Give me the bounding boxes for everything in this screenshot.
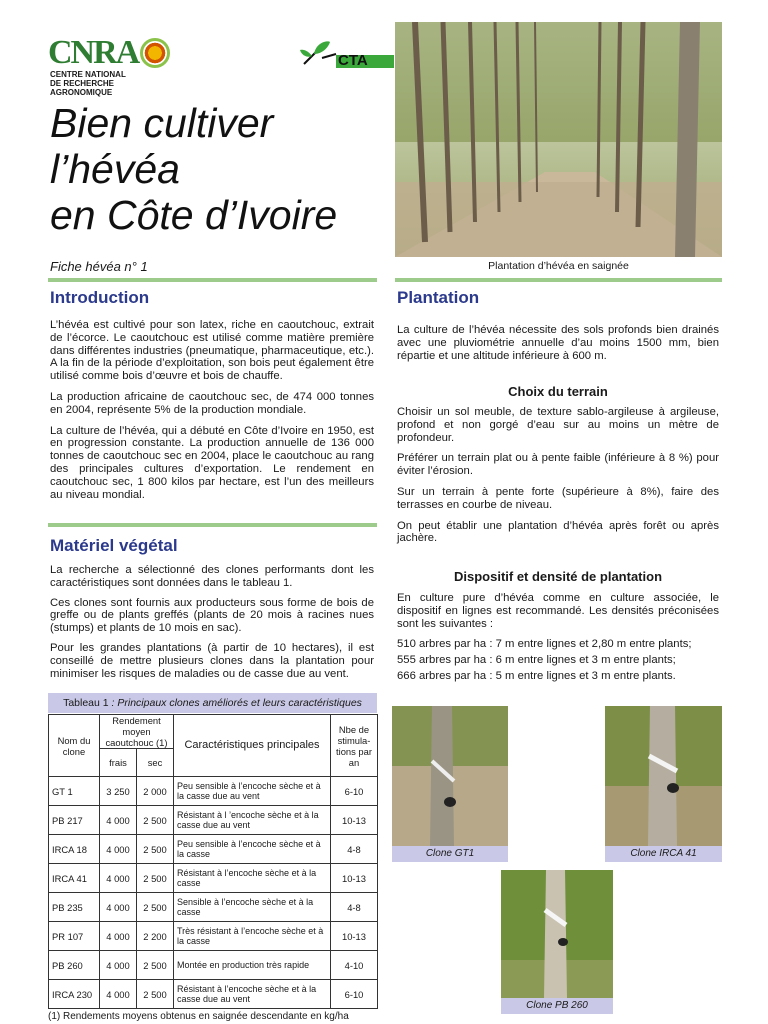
divider-intro bbox=[48, 278, 377, 282]
cell-stimulations: 6-10 bbox=[331, 980, 378, 1009]
densite-item-1: 510 arbres par ha : 7 m entre lignes et 2,80 m entre plants; bbox=[397, 638, 692, 650]
materiel-paragraph-3: Pour les grandes plantations (à partir de 10 hectares), il est conseillé de mettre plusieurs clones dans la plantation pour minimiser les risques de maladies ou de casse due au vent. bbox=[50, 641, 374, 680]
plantation-heading: Plantation bbox=[397, 288, 480, 307]
cell-clone-name: IRCA 18 bbox=[49, 835, 100, 864]
choix-paragraph-2: Préférer un terrain plat ou à pente faible (inférieure à 8 %) pour éviter l’érosion. bbox=[397, 452, 719, 478]
cell-sec: 2 500 bbox=[137, 980, 174, 1009]
densite-item-2: 555 arbres par ha : 6 m entre lignes et 3 m entre plants; bbox=[397, 654, 676, 666]
table-row bbox=[49, 893, 378, 922]
fiche-number: Fiche hévéa n° 1 bbox=[50, 259, 148, 274]
cell-caracteristiques: Sensible à l’encoche sèche et à la casse bbox=[174, 893, 331, 922]
cell-stimulations: 10-13 bbox=[331, 922, 378, 951]
materiel-heading: Matériel végétal bbox=[50, 536, 178, 555]
document-title bbox=[50, 100, 380, 238]
cell-sec: 2 000 bbox=[137, 777, 174, 806]
clone-caption-gt1: Clone GT1 bbox=[392, 846, 508, 862]
cell-sec: 2 200 bbox=[137, 922, 174, 951]
densite-item-3: 666 arbres par ha : 5 m entre lignes et 3 m entre plants. bbox=[397, 670, 676, 682]
cell-sec: 2 500 bbox=[137, 893, 174, 922]
cell-clone-name: PB 260 bbox=[49, 951, 100, 980]
table-caption-title: : Principaux clones améliorés et leurs caractéristiques bbox=[111, 697, 362, 709]
materiel-paragraph-1: La recherche a sélectionné des clones performants dont les caractéristiques sont données dans le tableau 1. bbox=[50, 564, 374, 589]
divider-plantation bbox=[395, 278, 722, 282]
cta-logo bbox=[300, 38, 394, 70]
clones-table bbox=[48, 714, 378, 1009]
introduction-heading: Introduction bbox=[50, 288, 150, 307]
densites-list bbox=[397, 636, 719, 684]
introduction-paragraph-2: La production africaine de caoutchouc sec, de 474 000 tonnes en 2004, représente 5% de la production mondiale. bbox=[50, 390, 374, 416]
cell-caracteristiques: Montée en production très rapide bbox=[174, 951, 331, 980]
cell-frais: 4 000 bbox=[100, 980, 137, 1009]
clone-caption-irca41: Clone IRCA 41 bbox=[605, 846, 722, 862]
cnra-sun-icon bbox=[140, 38, 170, 68]
cell-frais: 3 250 bbox=[100, 777, 137, 806]
cell-frais: 4 000 bbox=[100, 835, 137, 864]
header-stimulations: Nbe de stimula-tions par an bbox=[331, 715, 378, 777]
table-footnote: (1) Rendements moyens obtenus en saignée descendante en kg/ha bbox=[48, 1011, 349, 1022]
dispositif-heading: Dispositif et densité de plantation bbox=[453, 569, 663, 584]
cell-sec: 2 500 bbox=[137, 806, 174, 835]
cell-clone-name: IRCA 230 bbox=[49, 980, 100, 1009]
dispositif-intro: En culture pure d’hévéa comme en culture associée, le dispositif en lignes est recommandé. Les densités préconisées sont les suivantes : bbox=[397, 592, 719, 630]
cell-frais: 4 000 bbox=[100, 893, 137, 922]
cnra-subtitle-1: CENTRE NATIONAL bbox=[50, 70, 126, 79]
materiel-body bbox=[50, 564, 374, 680]
plantation-photo bbox=[395, 22, 722, 257]
cell-stimulations: 6-10 bbox=[331, 777, 378, 806]
choix-paragraph-4: On peut établir une plantation d’hévéa après forêt ou après jachère. bbox=[397, 519, 719, 545]
table-row bbox=[49, 806, 378, 835]
cell-stimulations: 4-10 bbox=[331, 951, 378, 980]
table-caption bbox=[48, 693, 377, 713]
cell-sec: 2 500 bbox=[137, 951, 174, 980]
cell-caracteristiques: Résistant à l ’encoche sèche et à la casse due au vent bbox=[174, 806, 331, 835]
table-caption-prefix: Tableau 1 bbox=[63, 697, 112, 709]
cnra-subtitle-2: DE RECHERCHE AGRONOMIQUE bbox=[50, 79, 115, 97]
table-row bbox=[49, 922, 378, 951]
table-row bbox=[49, 835, 378, 864]
cell-clone-name: IRCA 41 bbox=[49, 864, 100, 893]
choix-paragraph-1: Choisir un sol meuble, de texture sablo-argileuse à argileuse, profond et non gorgé d’eau sur au moins un mètre de profondeur. bbox=[397, 406, 719, 444]
choix-body bbox=[397, 406, 719, 545]
divider-materiel bbox=[48, 523, 377, 527]
table-row bbox=[49, 980, 378, 1009]
header-rendement: Rendement moyen caoutchouc (1) bbox=[100, 715, 174, 749]
cell-caracteristiques: Résistant à l’encoche sèche et à la casse bbox=[174, 864, 331, 893]
table-row bbox=[49, 951, 378, 980]
plantation-photo-caption: Plantation d’hévéa en saignée bbox=[488, 260, 629, 272]
introduction-paragraph-1: L’hévéa est cultivé pour son latex, riche en caoutchouc, extrait de l’écorce. Le caoutchouc est utilisé comme matière première dans différentes industries (pneumatique, pharmaceutique, etc.). A la fin de la période d’exploitation, son bois peut également être utilisé comme bois d’œuvre et bois de chauffe. bbox=[50, 319, 374, 383]
title-line-3: en Côte d’Ivoire bbox=[50, 192, 338, 238]
cell-clone-name: PR 107 bbox=[49, 922, 100, 951]
cell-sec: 2 500 bbox=[137, 835, 174, 864]
clone-photo-pb260 bbox=[501, 870, 613, 1014]
choix-heading: Choix du terrain bbox=[508, 384, 608, 399]
plantation-intro: La culture de l’hévéa nécessite des sols profonds bien drainés avec une pluviométrie annuelle d’au moins 1500 mm, bien répartie et une altitude inférieure à 600 m. bbox=[397, 324, 719, 362]
clone-photo-irca41 bbox=[605, 706, 722, 862]
cell-frais: 4 000 bbox=[100, 922, 137, 951]
cell-frais: 4 000 bbox=[100, 864, 137, 893]
cell-sec: 2 500 bbox=[137, 864, 174, 893]
cnra-logo bbox=[48, 36, 178, 97]
cell-stimulations: 4-8 bbox=[331, 893, 378, 922]
cell-stimulations: 4-8 bbox=[331, 835, 378, 864]
clone-caption-pb260: Clone PB 260 bbox=[501, 998, 613, 1014]
cell-caracteristiques: Très résistant à l’encoche sèche et à la casse bbox=[174, 922, 331, 951]
header-sec: sec bbox=[137, 749, 174, 777]
table-row bbox=[49, 864, 378, 893]
cell-clone-name: PB 235 bbox=[49, 893, 100, 922]
cell-caracteristiques: Résistant à l’encoche sèche et à la casse due au vent bbox=[174, 980, 331, 1009]
header-frais: frais bbox=[100, 749, 137, 777]
choix-paragraph-3: Sur un terrain à pente forte (supérieure à 8%), faire des terrasses en courbe de niveau. bbox=[397, 485, 719, 511]
table-row bbox=[49, 777, 378, 806]
introduction-body bbox=[50, 319, 374, 501]
cell-clone-name: GT 1 bbox=[49, 777, 100, 806]
cell-stimulations: 10-13 bbox=[331, 806, 378, 835]
header-caracteristiques: Caractéristiques principales bbox=[174, 715, 331, 777]
cell-clone-name: PB 217 bbox=[49, 806, 100, 835]
cnra-logo-text: CNRA bbox=[48, 34, 139, 71]
title-line-2: l’hévéa bbox=[50, 146, 180, 192]
clone-photo-gt1 bbox=[392, 706, 508, 862]
cell-caracteristiques: Peu sensible à l’encoche sèche et à la casse due au vent bbox=[174, 777, 331, 806]
introduction-paragraph-3: La culture de l’hévéa, qui a débuté en Côte d’Ivoire en 1950, est en progression constante. La production annuelle de 136 000 tonnes de caoutchouc sec en 2004, place le caoutchouc au rang des principales cultures d’exportation. Le rendement en caoutchouc sec, 1 800 kilos par hectare, est l’un des meilleurs au niveau mondial. bbox=[50, 424, 374, 501]
cell-caracteristiques: Peu sensible à l’encoche sèche et à la casse bbox=[174, 835, 331, 864]
cell-frais: 4 000 bbox=[100, 951, 137, 980]
materiel-paragraph-2: Ces clones sont fournis aux producteurs sous forme de bois de greffe ou de plants greffés (plants de 20 mois à racines nues (stumps) et plants de 10 mois en sac). bbox=[50, 596, 374, 635]
cell-frais: 4 000 bbox=[100, 806, 137, 835]
cta-logo-text: CTA bbox=[338, 52, 368, 69]
title-line-1: Bien cultiver bbox=[50, 100, 274, 146]
header-nom: Nom du clone bbox=[49, 715, 100, 777]
cell-stimulations: 10-13 bbox=[331, 864, 378, 893]
